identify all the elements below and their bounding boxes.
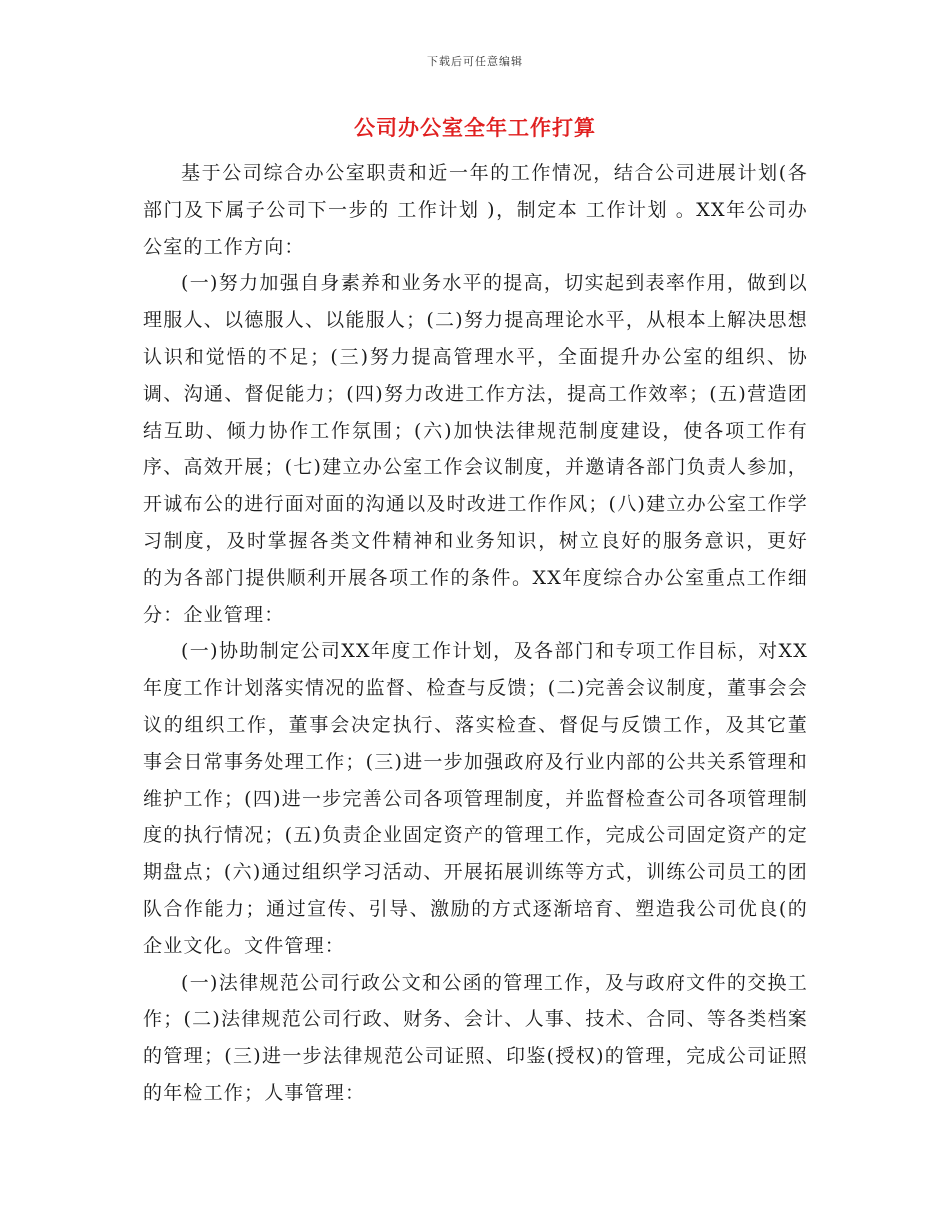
page-header-note: 下载后可任意编辑	[427, 55, 523, 68]
paragraph-intro: 基于公司综合办公室职责和近一年的工作情况，结合公司进展计划(各部门及下属子公司下一步的 工作计划 )，制定本 工作计划 。XX年公司办公室的工作方向：	[143, 162, 808, 258]
document-title: 公司办公室全年工作打算	[354, 115, 596, 140]
paragraph-work-direction: (一)努力加强自身素养和业务水平的提高，切实起到表率作用，做到以理服人、以德服人、以能服人；(二)努力提高理论水平，从根本上解决思想认识和觉悟的不足；(三)努力提高管理水平，全面提升办公室的组织、协调、沟通、督促能力；(四)努力改进工作方法，提高工作效率；(五)营造团结互助、倾力协作工作氛围；(六)加快法律规范制度建设，使各项工作有序、高效开展；(七)建立办公室工作会议制度，并邀请各部门负责人参加，开诚布公的进行面对面的沟通以及时改进工作作风；(八)建立办公室工作学习制度，及时掌握各类文件精神和业务知识，树立良好的服务意识，更好的为各部门提供顺利开展各项工作的条件。XX年度综合办公室重点工作细分：企业管理：	[143, 272, 808, 626]
document-body	[143, 155, 808, 1112]
paragraph-enterprise-management: (一)协助制定公司XX年度工作计划，及各部门和专项工作目标，对XX年度工作计划落实情况的监督、检查与反馈；(二)完善会议制度，董事会会议的组织工作，董事会决定执行、落实检查、督促与反馈工作，及其它董事会日常事务处理工作；(三)进一步加强政府及行业内部的公共关系管理和维护工作；(四)进一步完善公司各项管理制度，并监督检查公司各项管理制度的执行情况；(五)负责企业固定资产的管理工作，完成公司固定资产的定期盘点；(六)通过组织学习活动、开展拓展训练等方式，训练公司员工的团队合作能力；通过宣传、引导、激励的方式逐渐培育、塑造我公司优良(的企业文化。文件管理：	[143, 640, 808, 957]
paragraph-document-management: (一)法律规范公司行政公文和公函的管理工作，及与政府文件的交换工作；(二)法律规范公司行政、财务、会计、人事、技术、合同、等各类档案的管理；(三)进一步法律规范公司证照、印鉴(授权)的管理，完成公司证照的年检工作；人事管理：	[143, 971, 808, 1104]
